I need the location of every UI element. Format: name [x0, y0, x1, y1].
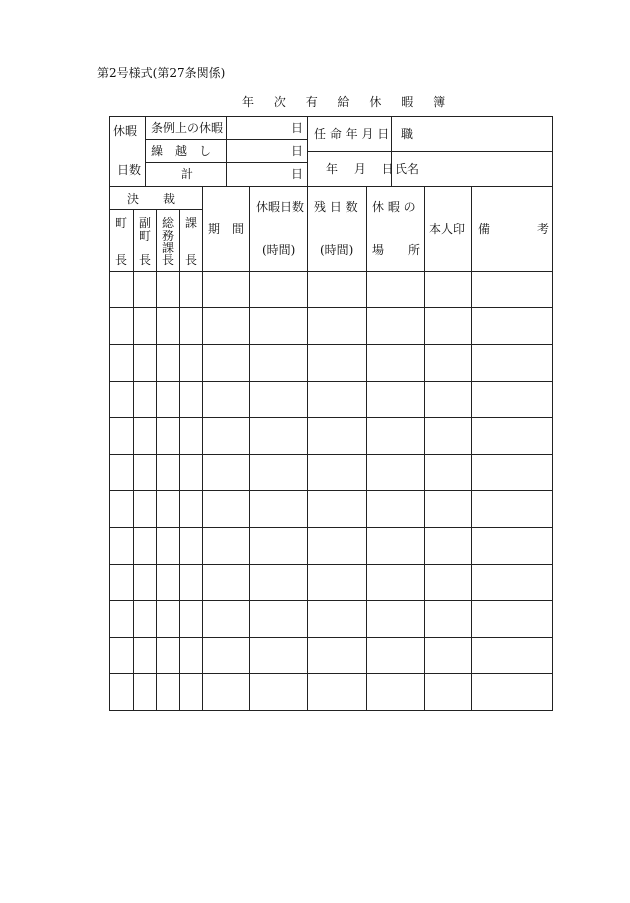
approver-bottom: 長 [162, 253, 175, 267]
approver-top: 副 町 [139, 216, 152, 243]
biko-label: 考 [537, 222, 550, 236]
title-char: 休 [369, 95, 382, 109]
kyuka-no-label: 休 暇 の [372, 200, 416, 214]
biko-label: 備 [478, 222, 491, 236]
shimei-label: 氏名 [395, 162, 420, 176]
jorei-kyuka-label: 条例上の休暇 [151, 121, 224, 135]
title-char: 有 [305, 95, 318, 109]
form-number: 第2号様式(第27条関係) [97, 66, 226, 80]
title-char: 簿 [433, 95, 446, 109]
shoku-label: 職 [401, 127, 414, 141]
honnin-in-label: 本人印 [429, 222, 466, 236]
title-char: 年 [242, 95, 255, 109]
nissu-label: 日数 [117, 163, 142, 177]
title-char: 次 [273, 95, 286, 109]
basho-label: 場 所 [372, 243, 421, 257]
ninmei-label: 任 命 年 月 日 [314, 127, 390, 141]
kyuka-nissu-unit: (時間) [262, 243, 296, 257]
ninmei-date: 年 月 日 [326, 162, 394, 176]
day-unit: 日 [291, 167, 304, 181]
kyuka-label: 休暇 [113, 124, 138, 138]
zan-nissu-unit: (時間) [320, 243, 354, 257]
total-label: 計 [181, 167, 194, 181]
title-char: 給 [337, 95, 350, 109]
approver-bottom: 長 [185, 253, 198, 267]
approver-bottom: 長 [115, 253, 128, 267]
day-unit: 日 [291, 121, 304, 135]
kessai-label: 決 裁 [127, 192, 176, 206]
approver-top: 課 [185, 216, 198, 230]
day-unit: 日 [291, 144, 304, 158]
title-char: 暇 [401, 95, 414, 109]
approver-top: 町 [115, 216, 128, 230]
kurikoshi-label: 繰 越 し [151, 144, 212, 158]
approver-bottom: 長 [139, 253, 152, 267]
zan-nissu-label: 残 日 数 [314, 200, 358, 214]
approver-top: 総 務 課 [162, 216, 175, 256]
kyuka-nissu-label: 休暇日数 [256, 200, 305, 214]
kikan-label: 期 間 [208, 222, 245, 236]
